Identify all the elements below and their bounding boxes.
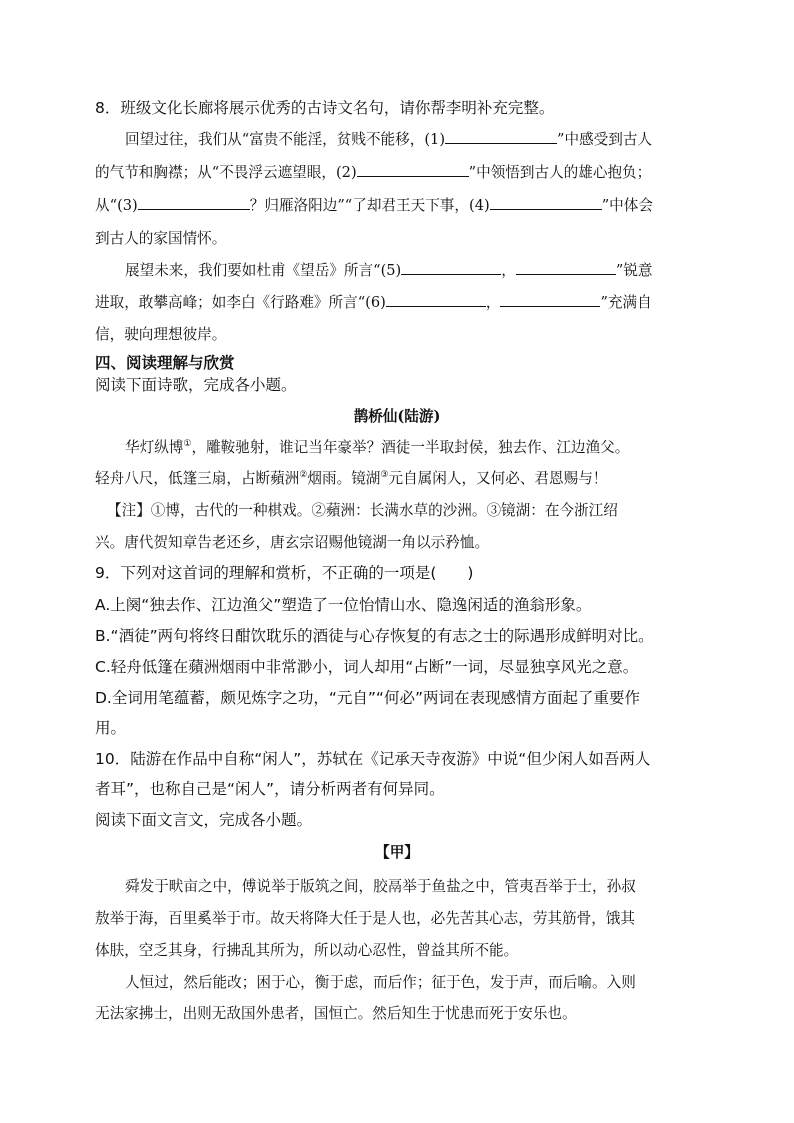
q8-line-6	[95, 291, 652, 312]
passage-label: 【甲】	[375, 844, 419, 861]
footnote-ref: ①	[183, 439, 192, 450]
fill-blank[interactable]	[401, 260, 501, 275]
blank-number: (2)	[335, 164, 357, 181]
q8-text: 展望未来，我们要如杜甫《望岳》所言“	[125, 262, 381, 279]
q8-text: ？归雁洛阳边”“了却君王天下事，	[249, 197, 469, 214]
fill-blank[interactable]	[490, 195, 602, 210]
fill-blank[interactable]	[445, 129, 557, 144]
poem-text: 轻舟八尺，低篷三扇，占断蘋洲	[95, 470, 300, 487]
q8-line-7: 信，驶向理想彼岸。	[95, 326, 227, 343]
fill-blank[interactable]	[516, 260, 616, 275]
fill-blank[interactable]	[138, 195, 250, 210]
blank-number: (1)	[424, 131, 446, 148]
passage-line: 舜发于畎亩之中，傅说举于版筑之间，胶鬲举于鱼盐之中，管夷吾举于士，孙叔	[125, 878, 636, 895]
poem-text: 元自属闲人，又何必、君恩赐与！	[388, 470, 608, 487]
q8-line-2	[95, 161, 651, 182]
q9-option-d[interactable]: D.全词用笔蕴蓄，颇见炼字之功，“元自”“何必”两词在表现感情方面起了重要作	[95, 689, 640, 707]
poem-text: 华灯纵博	[125, 439, 184, 456]
q8-text: ”中感受到古人	[557, 131, 653, 148]
q8-line-3	[95, 194, 653, 215]
footnote-ref: ②	[299, 470, 308, 481]
passage-line: 人恒过，然后能改；困于心，衡于虑，而后作；征于色，发于声，而后喻。入则	[125, 974, 636, 991]
poem-line-2	[95, 467, 607, 488]
q8-text: ”锐意	[615, 262, 653, 279]
poem-line-1	[125, 436, 629, 457]
q9-stem: 9．下列对这首词的理解和赏析，不正确的一项是( )	[95, 564, 474, 582]
q8-text: 的气节和胸襟；从“不畏浮云遮望眼，	[95, 164, 336, 181]
poem-title: 鹊桥仙(陆游)	[353, 408, 441, 425]
fill-blank[interactable]	[500, 292, 600, 307]
q8-text: ”充满自	[600, 294, 652, 311]
q8-line-5	[125, 259, 653, 280]
classical-intro: 阅读下面文言文，完成各小题。	[95, 811, 313, 829]
comma: ，	[501, 262, 516, 279]
q8-text: 从“	[95, 197, 118, 214]
poem-text: 烟雨。镜湖	[307, 470, 381, 487]
blank-number: (5)	[380, 262, 402, 279]
q10-line-1: 10．陆游在作品中自称“闲人”，苏轼在《记承天寺夜游》中说“但少闲人如吾两人	[95, 750, 651, 768]
q9-option-c[interactable]: C.轻舟低篷在蘋洲烟雨中非常渺小，词人却用“占断”一词，尽显独享风光之意。	[95, 658, 639, 676]
comma: ，	[485, 294, 501, 311]
q10-line-2: 者耳”，也称自己是“闲人”，请分析两者有何异同。	[95, 780, 445, 798]
passage-line: 无法家拂士，出则无敌国外患者，国恒亡。然后知生于忧患而死于安乐也。	[95, 1005, 577, 1022]
blank-number: (6)	[365, 294, 386, 311]
fill-blank[interactable]	[386, 292, 486, 307]
poem-text: ，雕鞍驰射，谁记当年豪举？酒徒一半取封侯，独去作、江边渔父。	[191, 439, 630, 456]
q8-text: ”中领悟到古人的雄心抱负；	[468, 164, 652, 181]
blank-number: (4)	[469, 197, 490, 214]
section-heading: 四、阅读理解与欣赏	[95, 354, 235, 372]
passage-line: 体肤，空乏其身，行拂乱其所为，所以动心忍性，曾益其所不能。	[95, 942, 519, 959]
blank-number: (3)	[117, 197, 138, 214]
q8-text: 回望过往，我们从“富贵不能淫，贫贱不能移，	[125, 131, 425, 148]
passage-line: 敖举于海，百里奚举于市。故天将降大任于是人也，必先苦其心志，劳其筋骨，饿其	[95, 910, 635, 927]
q8-title: 8．班级文化长廊将展示优秀的古诗文名句，请你帮李明补充完整。	[95, 99, 555, 117]
q9-option-a[interactable]: A.上阕“独去作、江边渔父”塑造了一位怡情山水、隐逸闲适的渔翁形象。	[95, 596, 592, 614]
q8-line-4: 到古人的家国情怀。	[95, 230, 227, 247]
q9-option-d-cont: 用。	[95, 719, 127, 737]
q8-text: 进取，敢攀高峰；如李白《行路难》所言“	[95, 294, 366, 311]
section-intro: 阅读下面诗歌，完成各小题。	[95, 376, 297, 394]
q8-text: ”中体会	[601, 197, 653, 214]
poem-note-line-1: 【注】①博，古代的一种棋戏。②蘋洲：长满水草的沙洲。③镜湖：在今浙江绍	[107, 502, 618, 519]
poem-note-line-2: 兴。唐代贺知章告老还乡，唐玄宗诏赐他镜湖一角以示矜恤。	[95, 534, 490, 551]
q8-line-1	[125, 128, 652, 149]
fill-blank[interactable]	[357, 162, 469, 177]
footnote-ref: ③	[380, 470, 389, 481]
q9-option-b[interactable]: B.“酒徒”两句将终日酣饮耽乐的酒徒与心存恢复的有志之士的际遇形成鲜明对比。	[95, 627, 654, 645]
